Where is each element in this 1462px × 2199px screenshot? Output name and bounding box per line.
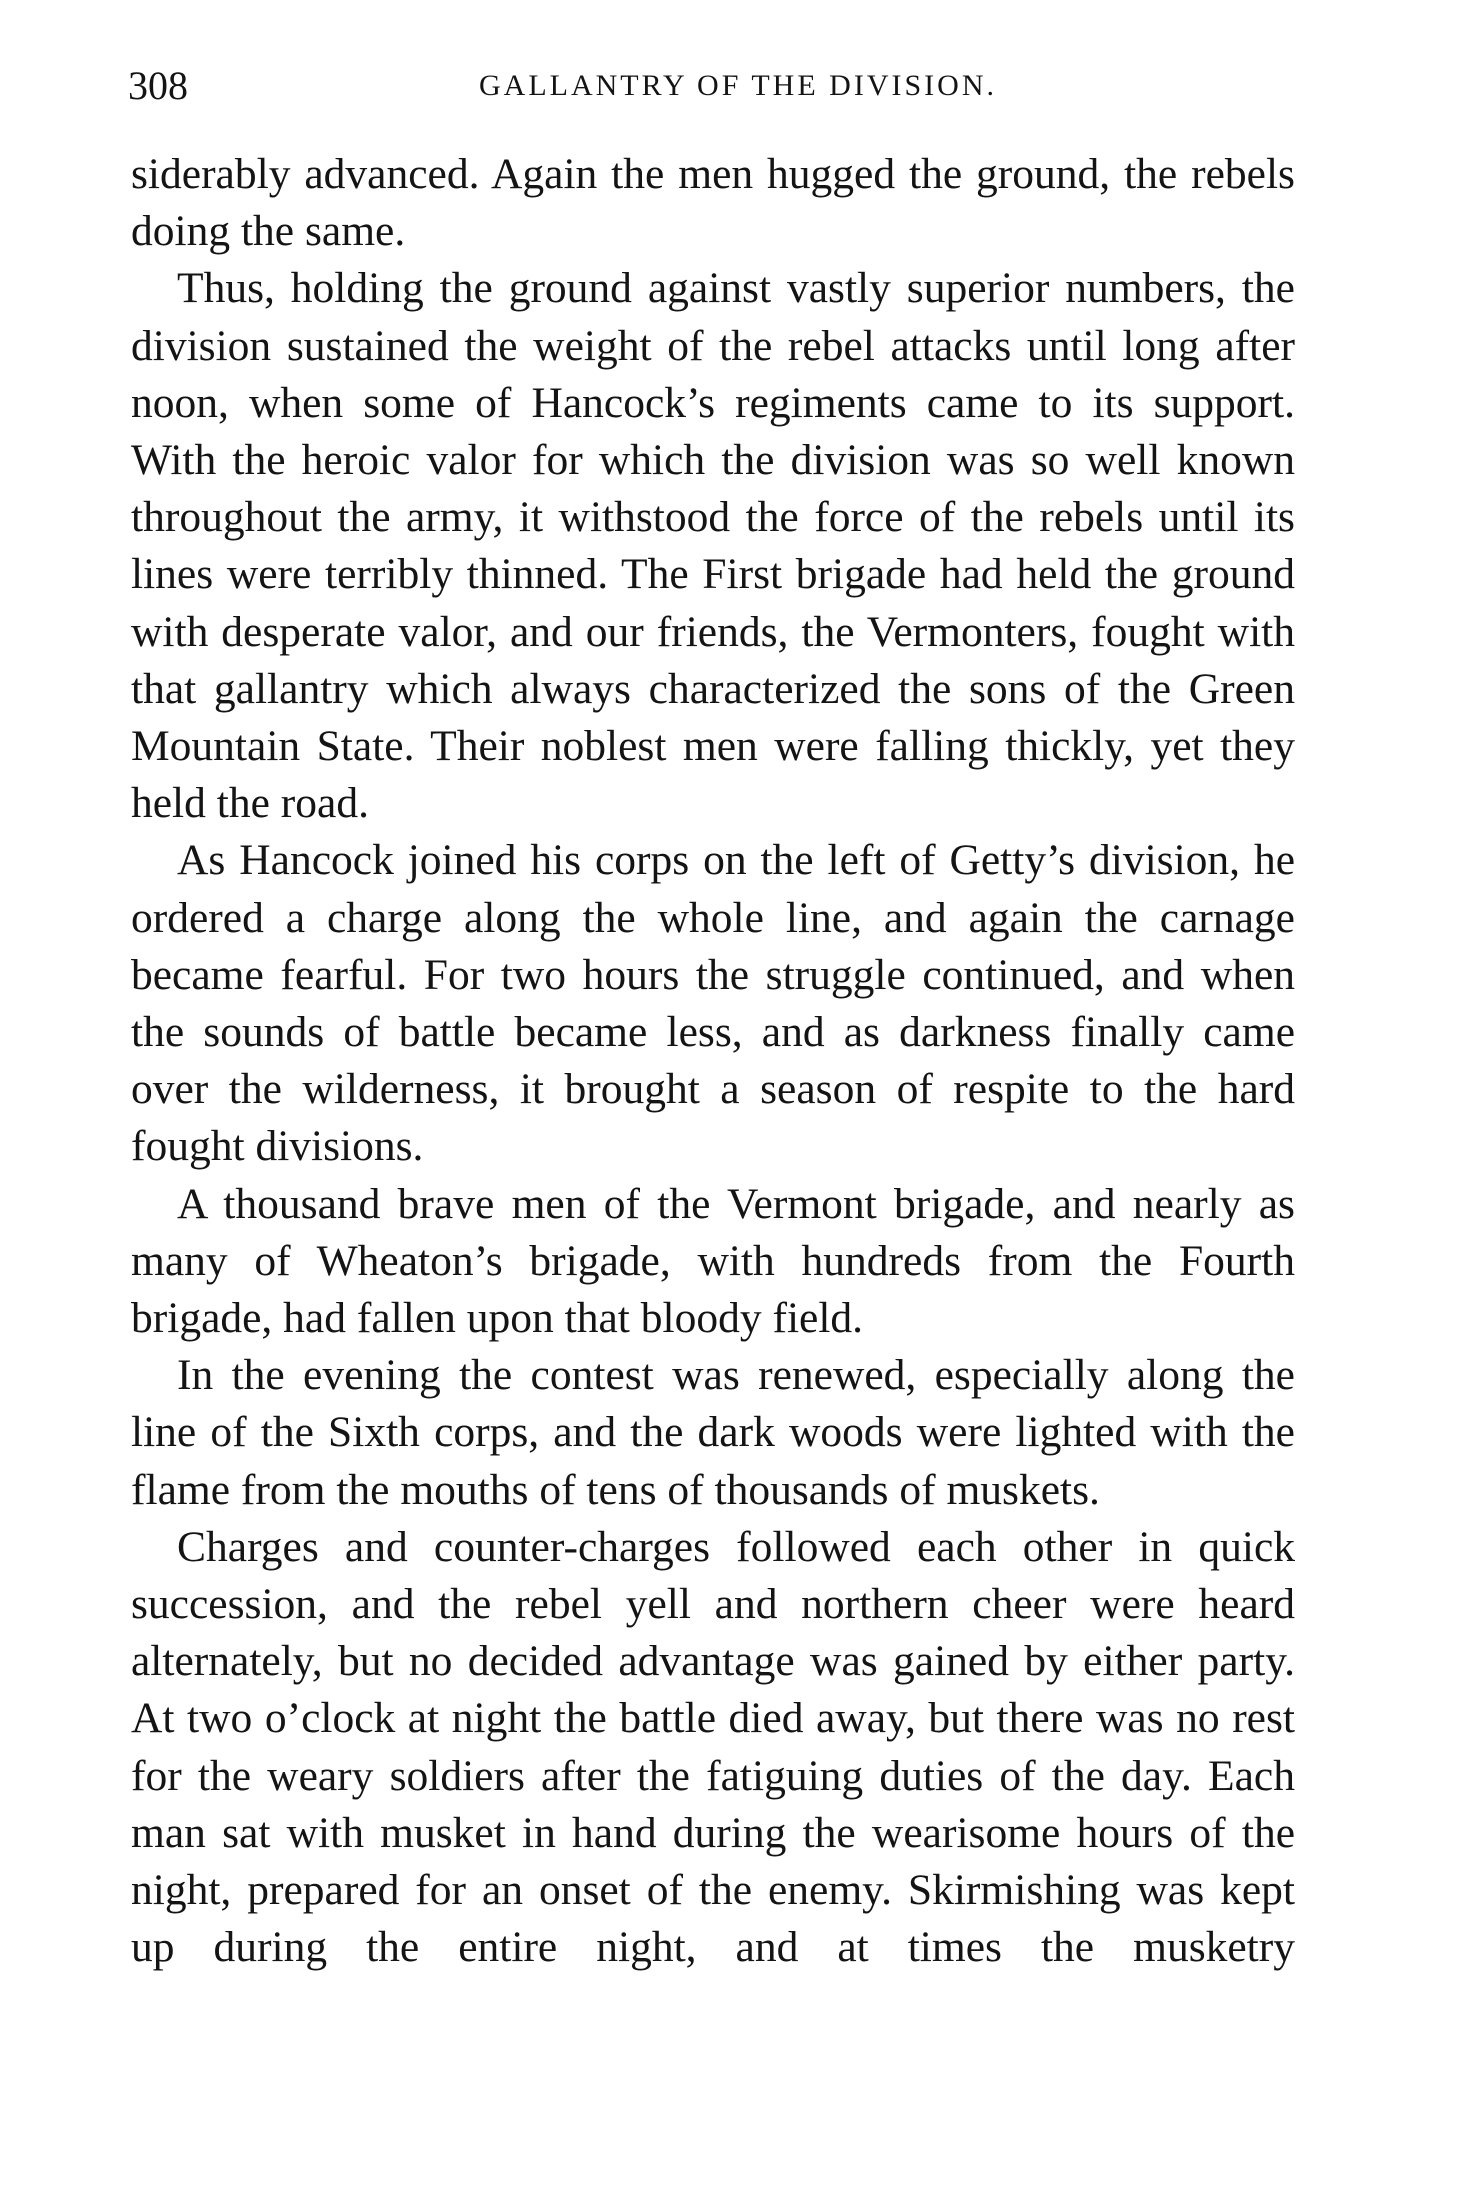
paragraph: As Hancock joined his corps on the left of Getty’s division, he ordered a charge along the whole line, and again the carnage became fearful. For two hours the struggle continued, and when the sounds of battle became less, and as darkness finally came over the wilderness, it brought a season of respite to the hard fought divisions. <box>131 836 1295 1171</box>
body-text <box>131 146 1295 1977</box>
page-number: 308 <box>128 63 188 108</box>
paragraph-runs-over: Charges and counter-charges followed each other in quick succession, and the rebel yell and northern cheer were heard alternately, but no decided advantage was gained by either party. At two o’clock at night the battle died away, but there was no rest for the weary soldiers after the fatiguing duties of the day. Each man sat with musket in hand during the wearisome hours of the night, prepared for an onset of the enemy. Skirmishing was kept up during the entire night, and at times the musketry <box>131 1522 1295 1972</box>
paragraph: In the evening the contest was renewed, especially along the line of the Sixth corps, and the dark woods were lighted with the flame from the mouths of tens of thousands of muskets. <box>131 1351 1295 1514</box>
running-head <box>128 56 1288 116</box>
paragraph-continued: siderably advanced. Again the men hugged the ground, the rebels doing the same. <box>131 150 1295 256</box>
running-title: GALLANTRY OF THE DIVISION. <box>479 69 997 102</box>
paragraph: Thus, holding the ground against vastly superior numbers, the division sustained the weight of the rebel attacks until long after noon, when some of Hancock’s regiments came to its support. With the heroic valor for which the division was so well known throughout the army, it withstood the force of the rebels until its lines were terribly thinned. The First brigade had held the ground with desperate valor, and our friends, the Vermonters, fought with that gallantry which always characterized the sons of the Green Mountain State. Their noblest men were falling thickly, yet they held the road. <box>131 264 1295 828</box>
paragraph: A thousand brave men of the Vermont brigade, and nearly as many of Wheaton’s brigade, with hundreds from the Fourth brigade, had fallen upon that bloody field. <box>131 1179 1295 1343</box>
